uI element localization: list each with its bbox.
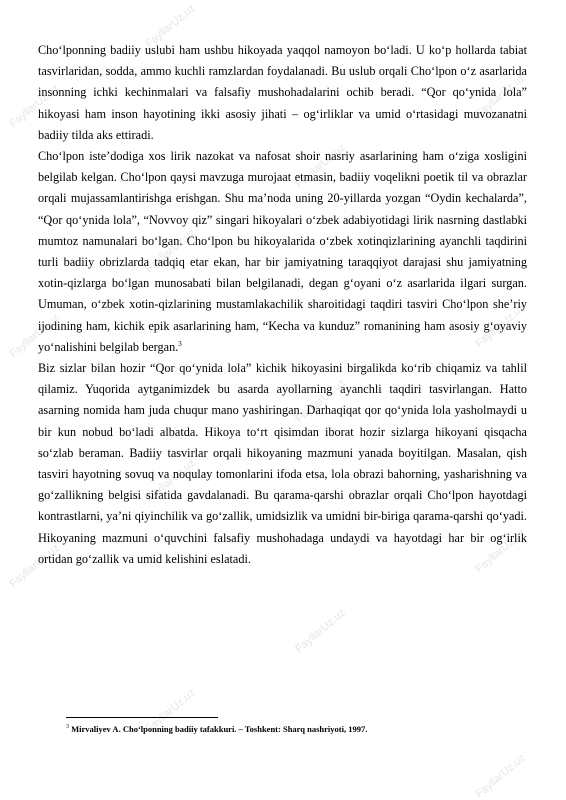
paragraph-text: Cho‘lpon iste’dodiga xos lirik nazokat va nafosat shoir nasriy asarlarining ham o‘ziga xosligini belgilab kelgan. Cho‘lpon qaysi mavzuga murojaat etmasin, badiiy voqelikni poetik til va obrazlar orqali mujassamlantirishga erishgan. Shu ma’noda uning 20-yillarda yozgan “Oydin kechalarda”, “Qor qo‘ynida lola”, “Novvoy qiz” singari hikoyalari o‘zbek adabiyotidagi lirik nasrning dastlabki mumtoz namunalari bo‘lgan. Cho‘lpon bu hikoyalarida o‘zbek xotinqizlarining ayanchli taqdirini turli badiiy obrizlarda tadqiq etar ekan, har bir jamiyatning taraqqiyot darajasi shu jamiyatning xotin-qizlarga bo‘lgan munosabati bilan belgilanadi, degan g‘oyani o‘z asarlarida ilgari surgan. Umuman, o‘zbek xotin-qizlarining mustamlakachilik sharoitidagi taqdiri tasviri Cho‘lpon she’riy ijodining ham, kichik epik asarlarining ham, “Kecha va kunduz” romanining ham asosiy g‘oyaviy yo‘nalishini belgilab bergan. [38, 149, 527, 354]
body-text [38, 40, 527, 570]
watermark: FayllarUz.uz [143, 456, 198, 506]
footnote-text: Mirvaliyev A. Cho‘lponning badiiy tafakkuri. – Toshkent: Sharq nashriyoti, 1997. [71, 724, 368, 734]
watermark: FayllarUz.uz [7, 81, 62, 131]
watermark: FayllarUz.uz [293, 141, 348, 191]
paragraph [38, 146, 527, 358]
watermark: FayllarUz.uz [293, 606, 348, 656]
watermark: FayllarUz.uz [143, 226, 198, 276]
watermark: FayllarUz.uz [143, 1, 198, 51]
footnote-ref[interactable]: 3 [178, 339, 182, 348]
watermark: FayllarUz.uz [7, 541, 62, 591]
watermark: FayllarUz.uz [7, 311, 62, 361]
watermark: FayllarUz.uz [473, 71, 528, 121]
watermark: FayllarUz.uz [143, 686, 198, 736]
paragraph: Biz sizlar bilan hozir “Qor qo‘ynida lola” kichik hikoyasini birgalikda ko‘rib chiqamiz va tahlil qilamiz. Yuqorida aytganimizdek bu asarda ayollarning ayanchli taqdiri tasvirlangan. Hatto asarning nomida ham juda chuqur mano yashiringan. Darhaqiqat qor qo‘ynida lola yasholmaydi u bir kun nobud bo‘ladi albatda. Hikoya to‘rt qisimdan iborat hozir sizlarga hikoyani qisqacha so‘zlab beraman. Badiiy tasvirlar orqali hikoyaning mazmuni yanada boyitilgan. Masalan, qish tasviri hayotning sovuq va noqulay tomonlarini ifoda etsa, lola obrazi bahorning, yasharishning va go‘zallikning belgisi sifatida gavdalanadi. Bu qarama-qarshi obrazlar orqali Cho‘lpon hayotdagi kontrastlarni, ya’ni qiyinchilik va go‘zallik, umidsizlik va umidni bir-biriga qarama-qarshi qo‘yadi. Hikoyaning mazmuni o‘quvchini falsafiy mushohadaga undaydi va hayotdagi har bir og‘irlik ortidan go‘zallik va umid kelishini eslatadi. [38, 361, 527, 566]
watermark: FayllarUz.uz [473, 526, 528, 576]
footnote-number: 3 [66, 724, 69, 731]
watermark: FayllarUz.uz [293, 376, 348, 426]
watermark: FayllarUz.uz [473, 751, 528, 800]
footnote-divider [66, 717, 218, 718]
footnote [66, 724, 367, 734]
watermark: FayllarUz.uz [473, 301, 528, 351]
paragraph: Cho‘lponning badiiy uslubi ham ushbu hikoyada yaqqol namoyon bo‘ladi. U ko‘p hollarda tabiat tasvirlaridan, sodda, ammo kuchli ramzlardan foydalanadi. Bu uslub orqali Cho‘lpon o‘z asarlarida insonning ichki kechinmalari va falsafiy mushohadalarini ochib beradi. “Qor qo‘ynida lola” hikoyasi ham inson hayotining ikki asosiy jihati – og‘irliklar va umid o‘rtasidagi muvozanatni badiiy tilda aks ettiradi. [38, 43, 527, 142]
